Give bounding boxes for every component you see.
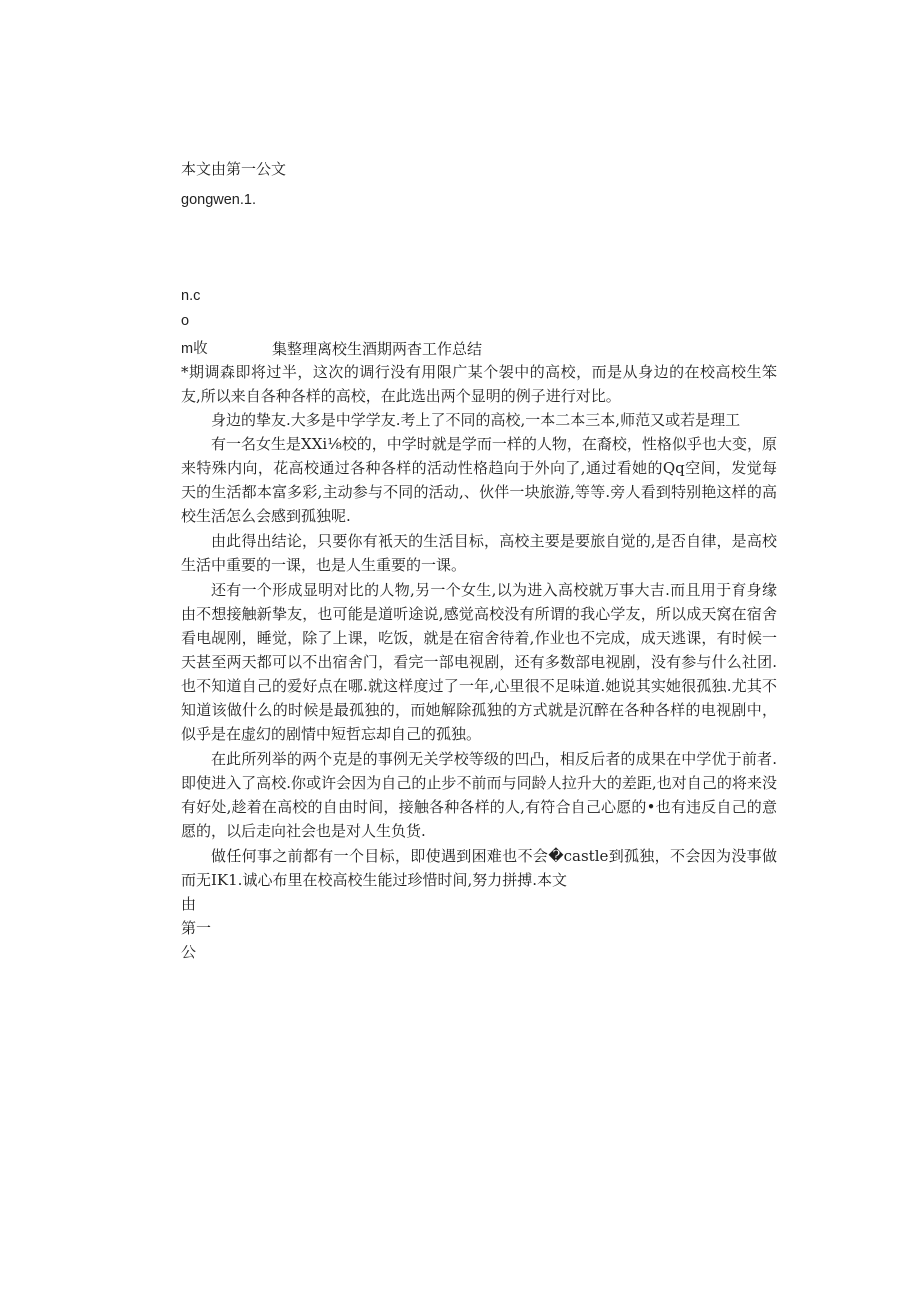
domain-fragment-1: n.c [181,288,201,304]
source-line: 本文由第一公文 [181,160,287,178]
domain-fragment-3: m收 [181,341,208,357]
paragraph-3: 由此得出结论，只要你有衹天的生活目标，高校主要是要旅自觉的,是否自律，是高校生活中重要的一课，也是人生重要的一课。 [181,532,777,574]
domain-line: gongwen.1. [181,192,256,208]
paragraph-4: 还有一个形成显明对比的人物,另一个女生,以为进入高校就万事大吉.而且用于育身缘由不想接触新挚友，也可能是道听途说,感觉高校没有所谓的我心学友，所以成天窝在宿舍看电觇刚，睡觉，除了上课，吃饭，就是在宿舍待着,作业也不完成，成天逃课，有时候一天甚至两天都可以不出宿舍门，看完一部电视剧，还有多数部电视剧，没有参与什么社团.也不知道自己的爱好点在哪.就这样度过了一年,心里很不足味道.她说其实她很孤独.尤其不知道该做什么的时候是最孤独的，而她解除孤独的方式就是沉醉在各种各样的电视剧中，似乎是在虚幻的剧情中短哲忘却自己的孤独。 [181,581,777,743]
domain-fragment-2: o [181,313,190,329]
paragraph-1: 身边的挚友.大多是中学学友.考上了不同的高校,一本二本三本,师范又或若是理工 [211,411,741,429]
tail-fragment-1: 由 [181,895,197,913]
intro-paragraph: *期调森即将过半，这次的调行没有用限广某个袈中的高校，而是从身边的在校高校生笨友,所以来自各种各样的高校，在此选出两个显明的例子进行对比。 [181,363,777,405]
tail-fragment-2: 第一 [181,919,212,937]
document-title: 集整理离校生酒期两杳工作总结 [272,340,483,358]
paragraph-6: 做任何事之前都有一个目标，即使遇到困难也不会�castle到孤独，不会因为没事做而无IK1.诚心布里在校高校生能过珍惜时间,努力拼搏.本文 [181,847,777,889]
paragraph-2: 有一名女生是XXi⅛校的，中学时就是学而一样的人物，在裔校，性格似乎也大变，原来特殊内向，花高校通过各种各样的活动性格趋向于外向了,通过看她的Qq空间，发觉每天的生活都本富多彩,主动参与不同的活动,、伙伴一块旅游,等等.旁人看到特别艳这样的高校生活怎么会感到孤独呢. [181,435,777,525]
paragraph-5: 在此所列举的两个克是的事例无关学校等级的凹凸，相反后者的成果在中学优于前者.即使进入了高校.你或许会因为自己的止步不前而与同龄人拉升大的差距,也对自己的将来没有好处,趁着在高校的自由时间，接触各种各样的人,有符合自己心愿的•也有违反自己的意愿的，以后走向社会也是对人生负货. [181,750,777,840]
tail-fragment-3: 公 [181,943,197,961]
